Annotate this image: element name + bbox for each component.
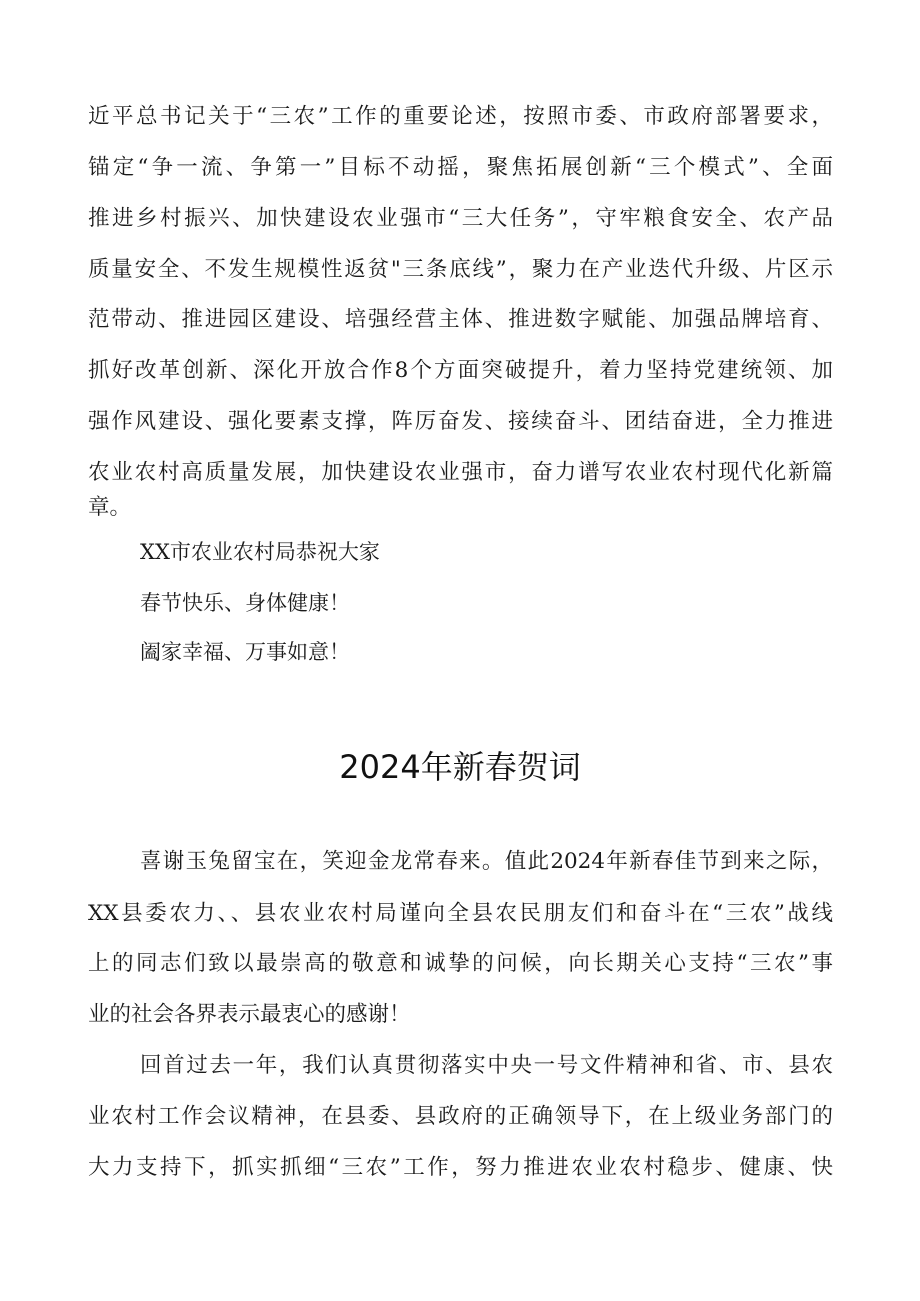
paragraph-line: 上的同志们致以最崇高的敬意和诚挚的问候，向长期关心支持“三农”事 [88, 951, 833, 976]
paragraph-line: 喜谢玉兔留宝在，笑迎金龙常春来。值此2024年新春佳节到来之际， [140, 849, 833, 874]
paragraph-line: 质量安全、不发生规模性返贫"三条底线”，聚力在产业迭代升级、片区示 [88, 257, 833, 282]
paragraph-line: 推进乡村振兴、加快建设农业强市“三大任务”，守牢粮食安全、农产品 [88, 206, 833, 231]
paragraph-line: 回首过去一年，我们认真贯彻落实中央一号文件精神和省、市、县农 [140, 1053, 833, 1078]
paragraph-line: 强作风建设、强化要素支撑，阵厉奋发、接续奋斗、团结奋进，全力推进 [88, 409, 833, 434]
document-title: 2024年新春贺词 [339, 748, 581, 786]
paragraph-line: 抓好改革创新、深化开放合作8个方面突破提升，着力坚持党建统领、加 [88, 358, 833, 383]
paragraph-line: 章。 [88, 495, 132, 520]
paragraph-line: 大力支持下，抓实抓细“三农”工作，努力推进农业农村稳步、健康、快 [88, 1155, 833, 1180]
paragraph-line: 范带动、推进园区建设、培强经营主体、推进数字赋能、加强品牌培育、 [88, 307, 833, 332]
paragraph-line: 业的社会各界表示最衷心的感谢！ [88, 1002, 411, 1027]
paragraph-line: 农业农村高质量发展，加快建设农业强市，奋力谱写农业农村现代化新篇 [88, 460, 833, 485]
greeting-line: XX市农业农村局恭祝大家 [140, 540, 380, 564]
greeting-line: 春节快乐、身体健康！ [140, 591, 350, 615]
paragraph-line: XX县委农力、、县农业农村局谨向全县农民朋友们和奋斗在“三农”战线 [88, 901, 833, 926]
paragraph-line: 锚定“争一流、争第一”目标不动摇，聚焦拓展创新“三个模式”、全面 [88, 155, 833, 180]
greeting-line: 阖家幸福、万事如意！ [140, 640, 350, 664]
paragraph-line: 近平总书记关于“三农”工作的重要论述，按照市委、市政府部署要求， [88, 104, 833, 129]
paragraph-line: 业农村工作会议精神，在县委、县政府的正确领导下，在上级业务部门的 [88, 1104, 833, 1129]
